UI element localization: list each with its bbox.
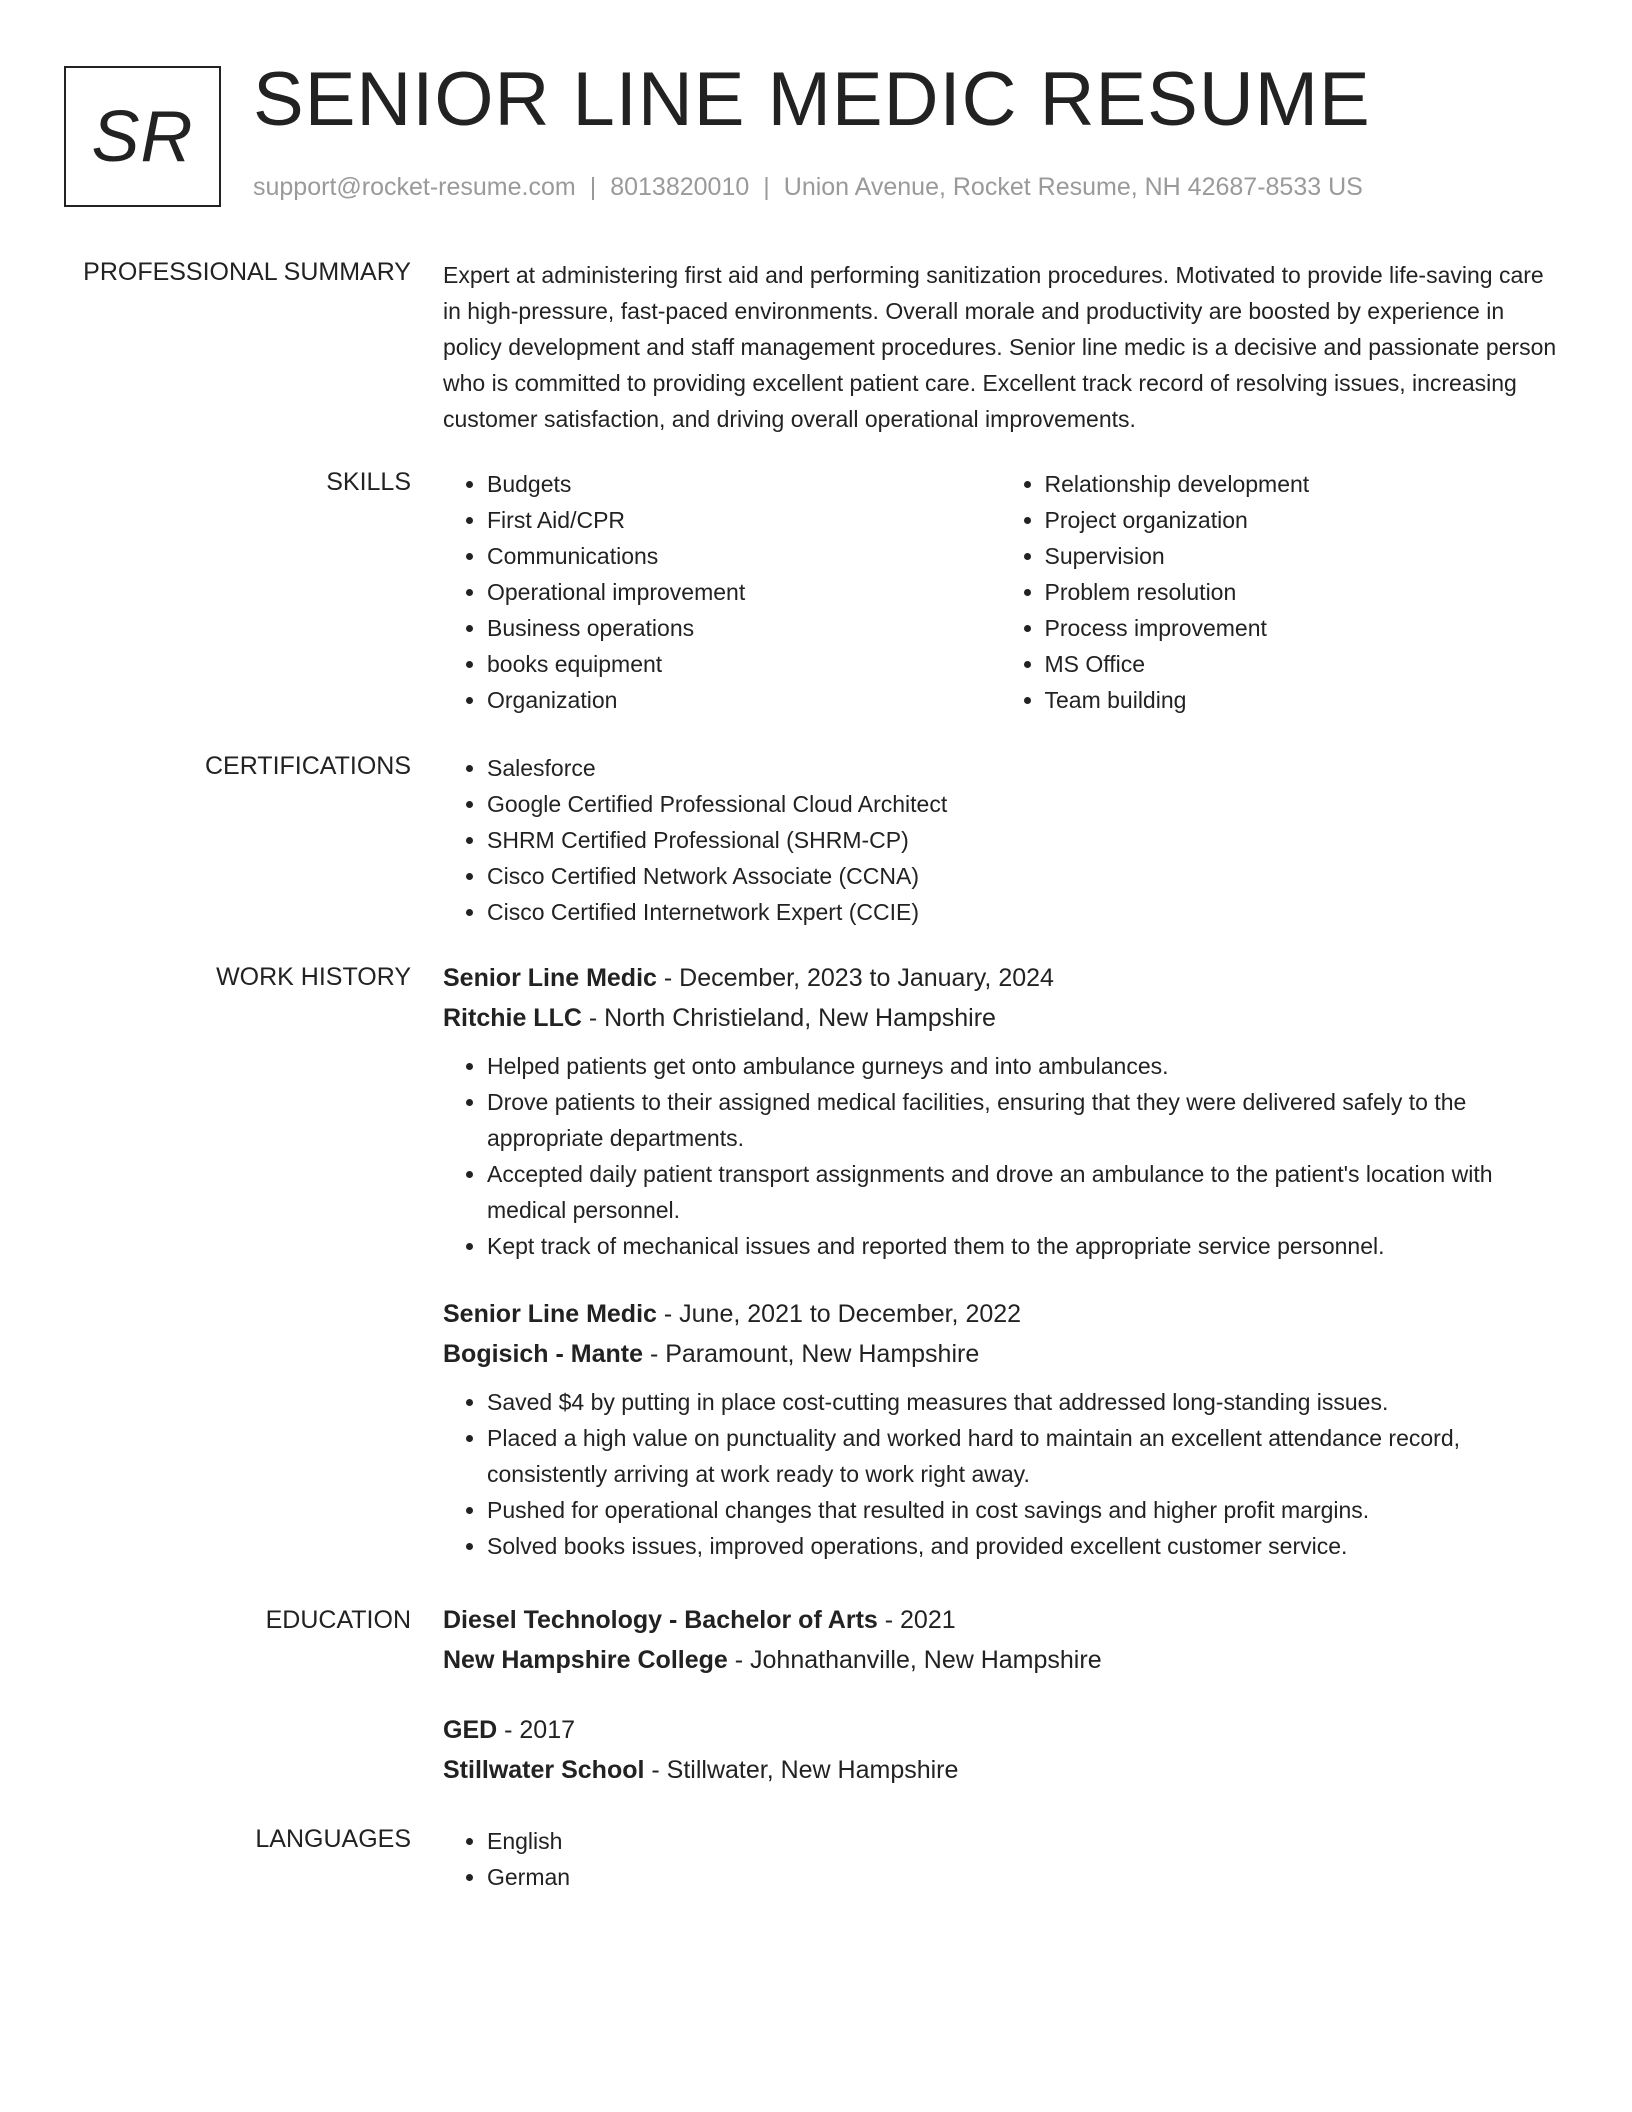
education-degree: Diesel Technology - Bachelor of Arts	[443, 1606, 878, 1634]
page-title: SENIOR LINE MEDIC RESUME	[253, 57, 1371, 142]
summary-text: Expert at administering first aid and performing sanitization procedures. Motivated to provide life-saving care in high-pressure, fast-paced environments. Overall morale and productivity are boosted by experience in policy development and staff management procedures. Senior line medic is a decisive and passionate person who is committed to providing excellent patient care. Excellent track record of resolving issues, increasing customer satisfaction, and driving overall operational improvements.	[443, 262, 1557, 432]
certification-item: • Salesforce	[487, 750, 1558, 786]
skill-item: • MS Office	[1045, 646, 1559, 682]
job-company: Ritchie LLC	[443, 1004, 582, 1032]
education-degree-line	[443, 1710, 1558, 1750]
summary-section	[443, 257, 1558, 437]
work-history-section	[443, 958, 1558, 1594]
education-school: Stillwater School	[443, 1756, 645, 1784]
job-duties	[443, 1384, 1558, 1564]
skill-item: • Organization	[487, 682, 1001, 718]
education-school: New Hampshire College	[443, 1646, 728, 1674]
skill-item: • Supervision	[1045, 538, 1559, 574]
section-label-summary: PROFESSIONAL SUMMARY	[83, 258, 411, 286]
job-duty: • Accepted daily patient transport assignments and drove an ambulance to the patient's location with medical personnel.	[487, 1156, 1558, 1228]
job-duty: • Pushed for operational changes that resulted in cost savings and higher profit margins.	[487, 1492, 1558, 1528]
section-label-certifications: CERTIFICATIONS	[204, 752, 411, 780]
skills-section	[443, 466, 1558, 718]
skill-item: • Relationship development	[1045, 466, 1559, 502]
skill-item: • books equipment	[487, 646, 1001, 682]
section-label-skills: SKILLS	[326, 468, 411, 496]
skill-item: • Budgets	[487, 466, 1001, 502]
job-dates: - June, 2021 to December, 2022	[656, 1300, 1022, 1328]
skills-list-right	[1001, 466, 1559, 718]
job-title-line	[443, 958, 1558, 998]
job-entry	[443, 1294, 1558, 1564]
job-entry	[443, 958, 1558, 1264]
contact-address: Union Avenue, Rocket Resume, NH 42687-8533 US	[783, 173, 1363, 201]
job-duty: • Drove patients to their assigned medical facilities, ensuring that they were delivered safely to the appropriate departments.	[487, 1084, 1558, 1156]
skill-item: • Project organization	[1045, 502, 1559, 538]
education-section	[443, 1600, 1558, 1820]
education-location: - Stillwater, New Hampshire	[644, 1756, 959, 1784]
certification-item: • Google Certified Professional Cloud Architect	[487, 786, 1558, 822]
skill-item: • Business operations	[487, 610, 1001, 646]
monogram-initials: SR	[91, 96, 194, 177]
job-location: - North Christieland, New Hampshire	[581, 1004, 996, 1032]
certifications-list	[443, 750, 1558, 930]
contact-phone[interactable]: 8013820010	[610, 173, 750, 201]
skill-item: • First Aid/CPR	[487, 502, 1001, 538]
job-duty: • Saved $4 by putting in place cost-cutting measures that addressed long-standing issues.	[487, 1384, 1558, 1420]
job-location: - Paramount, New Hampshire	[643, 1340, 980, 1368]
monogram-logo	[64, 66, 221, 207]
languages-list	[443, 1823, 1558, 1895]
education-school-line	[443, 1750, 1558, 1790]
job-duty: • Solved books issues, improved operations, and provided excellent customer service.	[487, 1528, 1558, 1564]
certification-item: • Cisco Certified Internetwork Expert (CCIE)	[487, 894, 1558, 930]
languages-section	[443, 1823, 1558, 1895]
section-label-education: EDUCATION	[265, 1606, 411, 1634]
language-item: • English	[487, 1823, 1558, 1859]
language-item: • German	[487, 1859, 1558, 1895]
contact-separator: |	[763, 173, 770, 201]
education-entry	[443, 1600, 1558, 1680]
education-degree: GED	[443, 1716, 498, 1744]
job-company-line	[443, 998, 1558, 1038]
certifications-section	[443, 750, 1558, 930]
job-duty: • Helped patients get onto ambulance gurneys and into ambulances.	[487, 1048, 1558, 1084]
contact-line	[253, 173, 1363, 202]
skills-list-left	[443, 466, 1001, 718]
job-duties	[443, 1048, 1558, 1264]
job-title: Senior Line Medic	[443, 1300, 657, 1328]
section-label-languages: LANGUAGES	[255, 1825, 411, 1853]
education-entry	[443, 1710, 1558, 1790]
contact-email[interactable]: support@rocket-resume.com	[253, 173, 576, 201]
skill-item: • Operational improvement	[487, 574, 1001, 610]
job-company: Bogisich - Mante	[443, 1340, 644, 1368]
skill-item: • Team building	[1045, 682, 1559, 718]
certification-item: • SHRM Certified Professional (SHRM-CP)	[487, 822, 1558, 858]
job-dates: - December, 2023 to January, 2024	[656, 964, 1054, 992]
job-company-line	[443, 1334, 1558, 1374]
job-duty: • Kept track of mechanical issues and reported them to the appropriate service personnel.	[487, 1228, 1558, 1264]
skill-item: • Process improvement	[1045, 610, 1559, 646]
education-year: - 2017	[497, 1716, 576, 1744]
education-location: - Johnathanville, New Hampshire	[727, 1646, 1102, 1674]
education-school-line	[443, 1640, 1558, 1680]
job-title-line	[443, 1294, 1558, 1334]
contact-separator: |	[589, 173, 597, 201]
education-year: - 2021	[877, 1606, 956, 1634]
job-duty: • Placed a high value on punctuality and worked hard to maintain an excellent attendance record, consistently arriving at work ready to work right away.	[487, 1420, 1558, 1492]
certification-item: • Cisco Certified Network Associate (CCNA)	[487, 858, 1558, 894]
skill-item: • Problem resolution	[1045, 574, 1559, 610]
section-label-work: WORK HISTORY	[216, 963, 411, 991]
job-title: Senior Line Medic	[443, 964, 657, 992]
education-degree-line	[443, 1600, 1558, 1640]
skill-item: • Communications	[487, 538, 1001, 574]
